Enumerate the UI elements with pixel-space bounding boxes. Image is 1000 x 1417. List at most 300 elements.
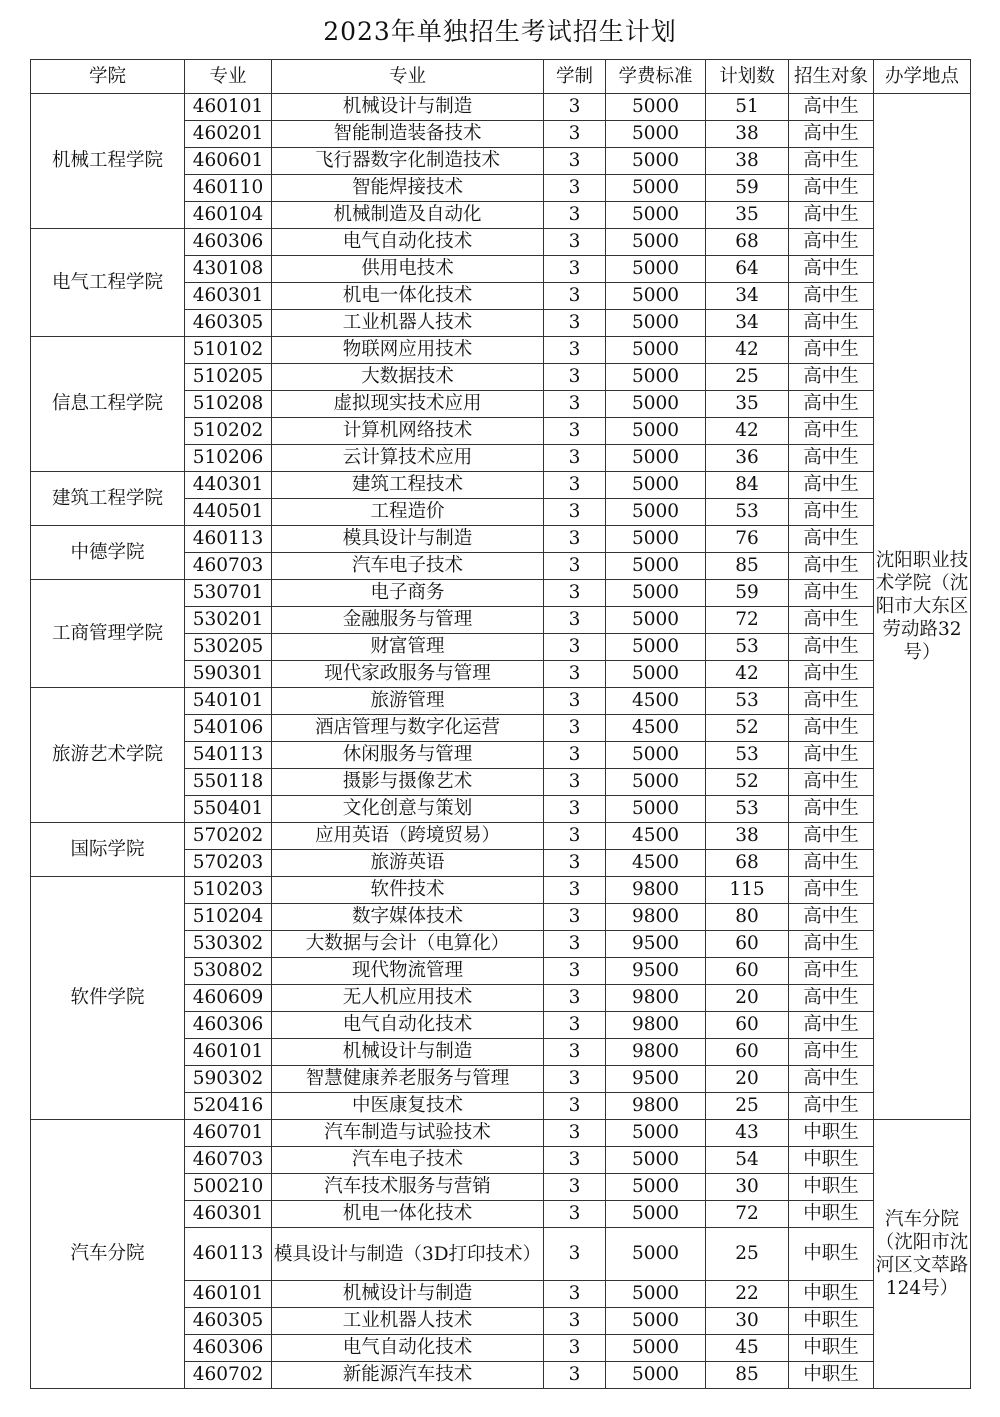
major-name-cell: 酒店管理与数字化运营 [272,715,544,742]
duration-cell: 3 [544,931,606,958]
table-row [31,94,971,121]
target-cell: 高中生 [789,391,874,418]
plan-count-cell: 20 [706,1066,789,1093]
plan-count-cell: 68 [706,229,789,256]
major-name-cell: 无人机应用技术 [272,985,544,1012]
major-name-cell: 新能源汽车技术 [272,1362,544,1389]
major-name-cell: 虚拟现实技术应用 [272,391,544,418]
major-code-cell: 550401 [185,796,272,823]
target-cell: 高中生 [789,1039,874,1066]
major-code-cell: 530802 [185,958,272,985]
target-cell: 高中生 [789,526,874,553]
college-cell: 机械工程学院 [31,94,185,229]
major-name-cell: 中医康复技术 [272,1093,544,1120]
target-cell: 高中生 [789,661,874,688]
tuition-cell: 5000 [606,337,706,364]
target-cell: 高中生 [789,1012,874,1039]
major-name-cell: 机电一体化技术 [272,1201,544,1228]
major-code-cell: 460703 [185,553,272,580]
major-code-cell: 460609 [185,985,272,1012]
plan-count-cell: 53 [706,742,789,769]
tuition-cell: 4500 [606,823,706,850]
tuition-cell: 5000 [606,418,706,445]
enrollment-plan-table [30,59,971,1389]
major-code-cell: 530302 [185,931,272,958]
duration-cell: 3 [544,904,606,931]
target-cell: 高中生 [789,121,874,148]
duration-cell: 3 [544,1039,606,1066]
tuition-cell: 5000 [606,742,706,769]
duration-cell: 3 [544,94,606,121]
major-code-cell: 460113 [185,526,272,553]
major-code-cell: 460702 [185,1362,272,1389]
table-row [31,229,971,256]
plan-count-cell: 36 [706,445,789,472]
college-cell: 信息工程学院 [31,337,185,472]
table-row [31,688,971,715]
tuition-cell: 5000 [606,148,706,175]
duration-cell: 3 [544,1120,606,1147]
duration-cell: 3 [544,553,606,580]
target-cell: 高中生 [789,202,874,229]
tuition-cell: 5000 [606,310,706,337]
major-code-cell: 510204 [185,904,272,931]
tuition-cell: 5000 [606,526,706,553]
major-name-cell: 摄影与摄像艺术 [272,769,544,796]
plan-count-cell: 25 [706,364,789,391]
major-code-cell: 540113 [185,742,272,769]
major-code-cell: 540101 [185,688,272,715]
tuition-cell: 9500 [606,958,706,985]
plan-count-cell: 34 [706,283,789,310]
major-code-cell: 460101 [185,1281,272,1308]
tuition-cell: 4500 [606,850,706,877]
tuition-cell: 4500 [606,715,706,742]
tuition-cell: 5000 [606,364,706,391]
target-cell: 高中生 [789,553,874,580]
duration-cell: 3 [544,175,606,202]
target-cell: 高中生 [789,850,874,877]
target-cell: 高中生 [789,229,874,256]
plan-count-cell: 30 [706,1174,789,1201]
major-name-cell: 机械制造及自动化 [272,202,544,229]
tuition-cell: 5000 [606,229,706,256]
major-code-cell: 460201 [185,121,272,148]
plan-count-cell: 60 [706,1012,789,1039]
tuition-cell: 5000 [606,283,706,310]
plan-count-cell: 115 [706,877,789,904]
target-cell: 中职生 [789,1201,874,1228]
target-cell: 高中生 [789,958,874,985]
duration-cell: 3 [544,769,606,796]
header-major-name: 专业 [272,60,544,94]
duration-cell: 3 [544,1093,606,1120]
target-cell: 高中生 [789,256,874,283]
major-name-cell: 电气自动化技术 [272,1335,544,1362]
target-cell: 高中生 [789,688,874,715]
major-code-cell: 440501 [185,499,272,526]
major-code-cell: 510102 [185,337,272,364]
header-major-code: 专业 [185,60,272,94]
target-cell: 高中生 [789,445,874,472]
target-cell: 中职生 [789,1120,874,1147]
plan-count-cell: 34 [706,310,789,337]
plan-count-cell: 53 [706,688,789,715]
major-code-cell: 460703 [185,1147,272,1174]
plan-count-cell: 76 [706,526,789,553]
tuition-cell: 5000 [606,796,706,823]
plan-count-cell: 52 [706,715,789,742]
tuition-cell: 5000 [606,1335,706,1362]
major-name-cell: 智能制造装备技术 [272,121,544,148]
major-name-cell: 汽车电子技术 [272,1147,544,1174]
duration-cell: 3 [544,472,606,499]
location-cell-auto-branch: 汽车分院（沈阳市沈河区文萃路124号） [874,1120,971,1389]
major-code-cell: 510208 [185,391,272,418]
college-cell: 建筑工程学院 [31,472,185,526]
major-name-cell: 云计算技术应用 [272,445,544,472]
major-name-cell: 模具设计与制造 [272,526,544,553]
plan-count-cell: 43 [706,1120,789,1147]
plan-count-cell: 72 [706,1201,789,1228]
duration-cell: 3 [544,121,606,148]
plan-count-cell: 45 [706,1335,789,1362]
plan-count-cell: 20 [706,985,789,1012]
plan-count-cell: 53 [706,796,789,823]
major-name-cell: 大数据技术 [272,364,544,391]
target-cell: 高中生 [789,148,874,175]
major-code-cell: 460306 [185,1012,272,1039]
major-code-cell: 460104 [185,202,272,229]
plan-count-cell: 64 [706,256,789,283]
target-cell: 中职生 [789,1362,874,1389]
plan-count-cell: 22 [706,1281,789,1308]
plan-count-cell: 85 [706,553,789,580]
major-code-cell: 460305 [185,310,272,337]
major-name-cell: 旅游管理 [272,688,544,715]
duration-cell: 3 [544,256,606,283]
major-name-cell: 汽车电子技术 [272,553,544,580]
major-name-cell: 智慧健康养老服务与管理 [272,1066,544,1093]
major-code-cell: 510202 [185,418,272,445]
major-code-cell: 460301 [185,1201,272,1228]
tuition-cell: 5000 [606,1308,706,1335]
tuition-cell: 5000 [606,1362,706,1389]
tuition-cell: 9800 [606,904,706,931]
target-cell: 高中生 [789,742,874,769]
duration-cell: 3 [544,337,606,364]
major-name-cell: 旅游英语 [272,850,544,877]
plan-count-cell: 59 [706,580,789,607]
college-cell: 电气工程学院 [31,229,185,337]
major-code-cell: 460701 [185,1120,272,1147]
target-cell: 中职生 [789,1174,874,1201]
duration-cell: 3 [544,526,606,553]
major-code-cell: 510203 [185,877,272,904]
tuition-cell: 5000 [606,553,706,580]
plan-count-cell: 35 [706,202,789,229]
plan-count-cell: 72 [706,607,789,634]
major-code-cell: 530205 [185,634,272,661]
duration-cell: 3 [544,634,606,661]
table-row [31,580,971,607]
target-cell: 高中生 [789,94,874,121]
plan-count-cell: 25 [706,1093,789,1120]
target-cell: 高中生 [789,985,874,1012]
duration-cell: 3 [544,661,606,688]
tuition-cell: 5000 [606,634,706,661]
target-cell: 高中生 [789,499,874,526]
duration-cell: 3 [544,229,606,256]
header-college: 学院 [31,60,185,94]
tuition-cell: 5000 [606,580,706,607]
tuition-cell: 5000 [606,1147,706,1174]
duration-cell: 3 [544,607,606,634]
plan-count-cell: 60 [706,931,789,958]
plan-count-cell: 53 [706,634,789,661]
table-row [31,877,971,904]
major-code-cell: 460101 [185,1039,272,1066]
college-cell: 工商管理学院 [31,580,185,688]
tuition-cell: 5000 [606,1228,706,1281]
duration-cell: 3 [544,985,606,1012]
major-code-cell: 540106 [185,715,272,742]
major-name-cell: 建筑工程技术 [272,472,544,499]
target-cell: 高中生 [789,607,874,634]
target-cell: 中职生 [789,1228,874,1281]
header-plan-count: 计划数 [706,60,789,94]
major-code-cell: 460113 [185,1228,272,1281]
tuition-cell: 9800 [606,1039,706,1066]
tuition-cell: 5000 [606,94,706,121]
major-name-cell: 电气自动化技术 [272,1012,544,1039]
plan-count-cell: 42 [706,661,789,688]
tuition-cell: 5000 [606,607,706,634]
major-code-cell: 520416 [185,1093,272,1120]
target-cell: 中职生 [789,1147,874,1174]
plan-count-cell: 84 [706,472,789,499]
page-title: 2023年单独招生考试招生计划 [323,17,677,46]
duration-cell: 3 [544,283,606,310]
tuition-cell: 9800 [606,1012,706,1039]
plan-count-cell: 38 [706,121,789,148]
header-row [31,60,971,94]
target-cell: 高中生 [789,310,874,337]
major-code-cell: 510206 [185,445,272,472]
tuition-cell: 5000 [606,202,706,229]
tuition-cell: 5000 [606,256,706,283]
major-code-cell: 530701 [185,580,272,607]
duration-cell: 3 [544,364,606,391]
target-cell: 高中生 [789,634,874,661]
plan-count-cell: 52 [706,769,789,796]
tuition-cell: 9800 [606,877,706,904]
header-location: 办学地点 [874,60,971,94]
major-name-cell: 物联网应用技术 [272,337,544,364]
tuition-cell: 5000 [606,1201,706,1228]
plan-count-cell: 54 [706,1147,789,1174]
tuition-cell: 9500 [606,1066,706,1093]
target-cell: 高中生 [789,877,874,904]
duration-cell: 3 [544,310,606,337]
major-name-cell: 机电一体化技术 [272,283,544,310]
table-row [31,472,971,499]
major-name-cell: 计算机网络技术 [272,418,544,445]
duration-cell: 3 [544,1281,606,1308]
duration-cell: 3 [544,742,606,769]
duration-cell: 3 [544,1066,606,1093]
duration-cell: 3 [544,715,606,742]
duration-cell: 3 [544,445,606,472]
major-code-cell: 460306 [185,229,272,256]
major-code-cell: 530201 [185,607,272,634]
tuition-cell: 5000 [606,445,706,472]
major-code-cell: 460301 [185,283,272,310]
college-cell: 旅游艺术学院 [31,688,185,823]
major-name-cell: 工业机器人技术 [272,1308,544,1335]
major-name-cell: 机械设计与制造 [272,1281,544,1308]
tuition-cell: 9500 [606,931,706,958]
major-name-cell: 数字媒体技术 [272,904,544,931]
target-cell: 高中生 [789,823,874,850]
plan-count-cell: 68 [706,850,789,877]
duration-cell: 3 [544,1228,606,1281]
target-cell: 高中生 [789,418,874,445]
major-name-cell: 文化创意与策划 [272,796,544,823]
target-cell: 高中生 [789,931,874,958]
major-code-cell: 440301 [185,472,272,499]
major-code-cell: 460305 [185,1308,272,1335]
target-cell: 高中生 [789,715,874,742]
college-cell: 中德学院 [31,526,185,580]
major-name-cell: 电气自动化技术 [272,229,544,256]
major-name-cell: 模具设计与制造（3D打印技术） [272,1228,544,1281]
tuition-cell: 5000 [606,1120,706,1147]
target-cell: 高中生 [789,1093,874,1120]
duration-cell: 3 [544,418,606,445]
tuition-cell: 5000 [606,472,706,499]
major-code-cell: 570202 [185,823,272,850]
duration-cell: 3 [544,1201,606,1228]
major-name-cell: 应用英语（跨境贸易） [272,823,544,850]
table-row [31,337,971,364]
target-cell: 高中生 [789,904,874,931]
major-code-cell: 430108 [185,256,272,283]
plan-count-cell: 25 [706,1228,789,1281]
major-name-cell: 智能焊接技术 [272,175,544,202]
major-code-cell: 510205 [185,364,272,391]
major-code-cell: 460110 [185,175,272,202]
plan-count-cell: 85 [706,1362,789,1389]
duration-cell: 3 [544,877,606,904]
plan-count-cell: 51 [706,94,789,121]
major-name-cell: 现代物流管理 [272,958,544,985]
college-cell: 软件学院 [31,877,185,1120]
plan-count-cell: 38 [706,148,789,175]
table-row [31,1120,971,1147]
major-name-cell: 飞行器数字化制造技术 [272,148,544,175]
target-cell: 高中生 [789,364,874,391]
target-cell: 高中生 [789,337,874,364]
target-cell: 高中生 [789,175,874,202]
major-name-cell: 大数据与会计（电算化） [272,931,544,958]
tuition-cell: 5000 [606,499,706,526]
major-code-cell: 590301 [185,661,272,688]
major-name-cell: 供用电技术 [272,256,544,283]
header-tuition: 学费标准 [606,60,706,94]
college-cell: 汽车分院 [31,1120,185,1389]
duration-cell: 3 [544,499,606,526]
duration-cell: 3 [544,850,606,877]
duration-cell: 3 [544,1308,606,1335]
plan-count-cell: 80 [706,904,789,931]
major-code-cell: 460101 [185,94,272,121]
plan-count-cell: 53 [706,499,789,526]
tuition-cell: 5000 [606,1281,706,1308]
major-name-cell: 现代家政服务与管理 [272,661,544,688]
major-name-cell: 金融服务与管理 [272,607,544,634]
target-cell: 中职生 [789,1335,874,1362]
major-name-cell: 工程造价 [272,499,544,526]
header-duration: 学制 [544,60,606,94]
target-cell: 中职生 [789,1281,874,1308]
plan-count-cell: 42 [706,418,789,445]
duration-cell: 3 [544,148,606,175]
target-cell: 高中生 [789,769,874,796]
duration-cell: 3 [544,796,606,823]
major-name-cell: 汽车制造与试验技术 [272,1120,544,1147]
major-name-cell: 休闲服务与管理 [272,742,544,769]
major-name-cell: 汽车技术服务与营销 [272,1174,544,1201]
major-name-cell: 机械设计与制造 [272,1039,544,1066]
duration-cell: 3 [544,1174,606,1201]
major-name-cell: 财富管理 [272,634,544,661]
tuition-cell: 5000 [606,661,706,688]
tuition-cell: 5000 [606,121,706,148]
duration-cell: 3 [544,391,606,418]
plan-count-cell: 59 [706,175,789,202]
major-code-cell: 550118 [185,769,272,796]
target-cell: 高中生 [789,580,874,607]
plan-count-cell: 60 [706,1039,789,1066]
major-code-cell: 570203 [185,850,272,877]
plan-count-cell: 60 [706,958,789,985]
duration-cell: 3 [544,823,606,850]
plan-count-cell: 30 [706,1308,789,1335]
target-cell: 高中生 [789,1066,874,1093]
major-code-cell: 590302 [185,1066,272,1093]
tuition-cell: 5000 [606,175,706,202]
major-name-cell: 机械设计与制造 [272,94,544,121]
duration-cell: 3 [544,1012,606,1039]
major-name-cell: 工业机器人技术 [272,310,544,337]
major-name-cell: 软件技术 [272,877,544,904]
table-row [31,823,971,850]
duration-cell: 3 [544,1362,606,1389]
duration-cell: 3 [544,580,606,607]
target-cell: 高中生 [789,472,874,499]
plan-count-cell: 38 [706,823,789,850]
duration-cell: 3 [544,688,606,715]
plan-count-cell: 42 [706,337,789,364]
plan-count-cell: 35 [706,391,789,418]
table-row [31,526,971,553]
major-name-cell: 电子商务 [272,580,544,607]
major-code-cell: 500210 [185,1174,272,1201]
duration-cell: 3 [544,1335,606,1362]
duration-cell: 3 [544,202,606,229]
major-code-cell: 460601 [185,148,272,175]
